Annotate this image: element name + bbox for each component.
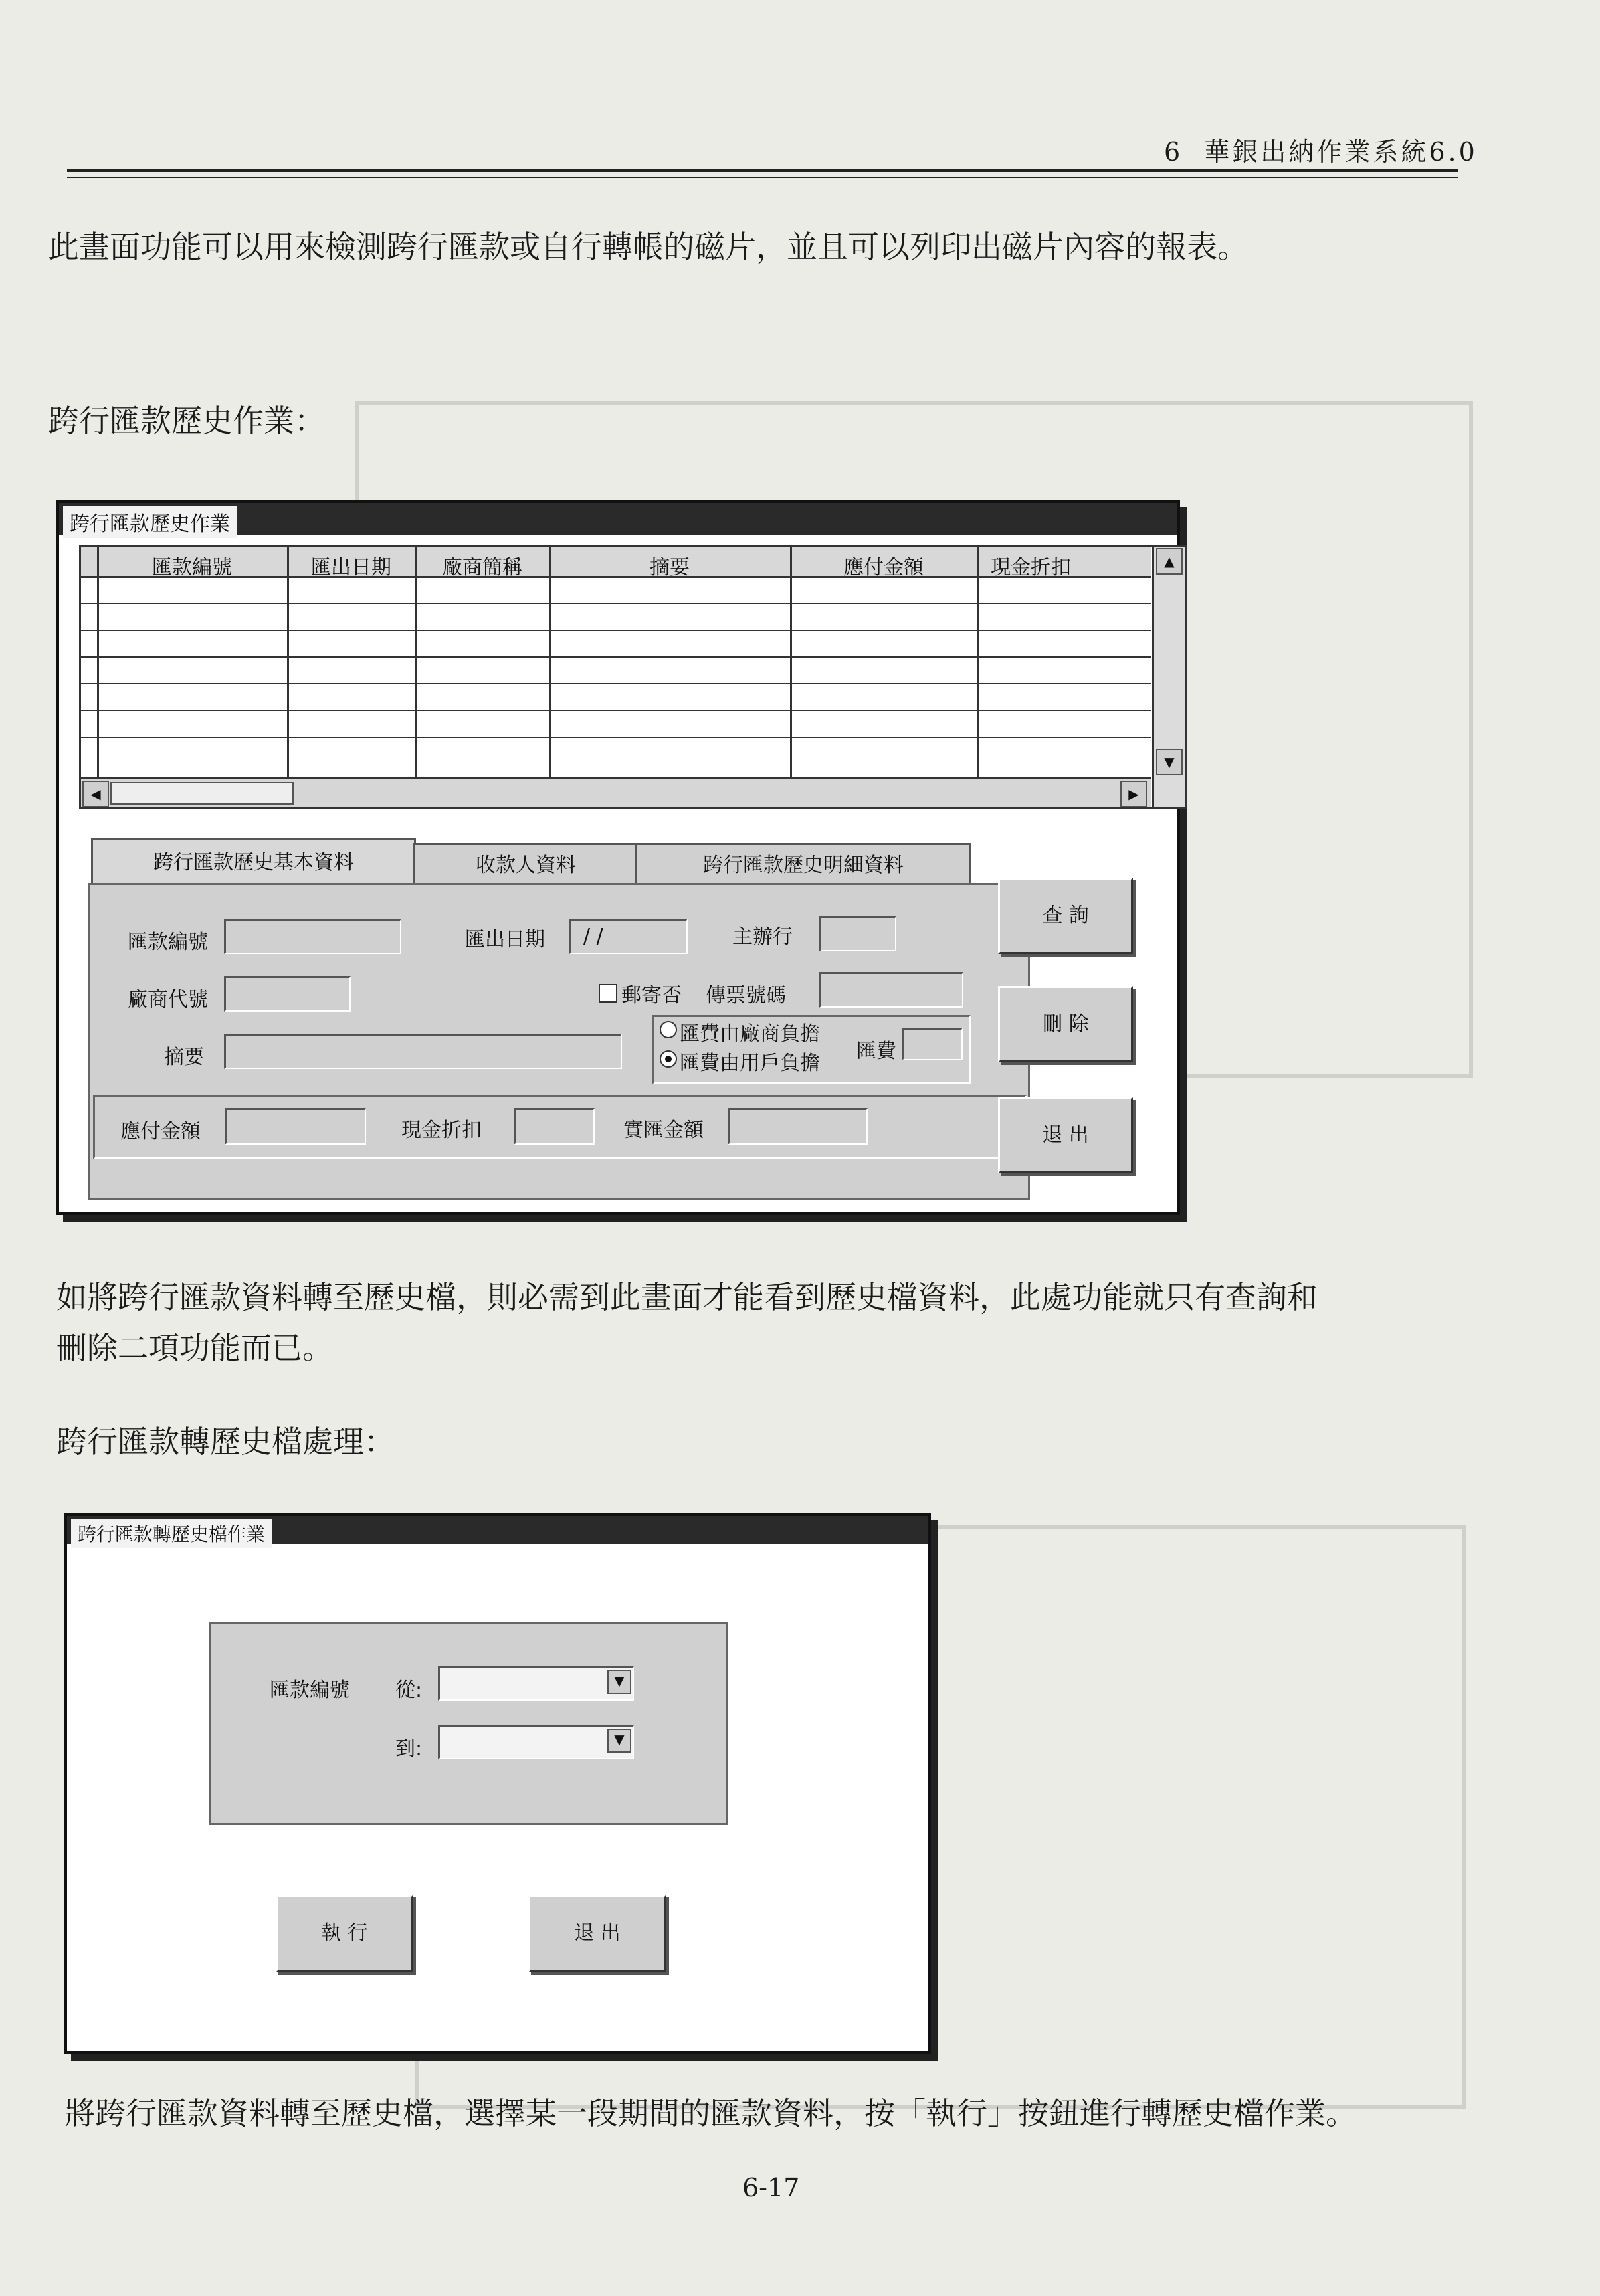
grid-row-line — [81, 737, 1151, 738]
main-bank-field[interactable] — [819, 916, 896, 951]
radio-selected-dot — [665, 1056, 672, 1062]
scroll-right-icon[interactable]: ▶ — [1120, 781, 1147, 807]
col-header-remit-no[interactable]: 匯款編號 — [152, 556, 232, 579]
amount-group — [93, 1095, 1027, 1159]
title-bar — [67, 1516, 928, 1544]
query-button[interactable]: 查 詢 — [998, 878, 1133, 954]
fee-option-group — [652, 1015, 971, 1084]
grid-row-line — [81, 683, 1151, 684]
label-vendor-code: 廠商代號 — [128, 988, 208, 1012]
remit-no-field[interactable] — [224, 919, 401, 954]
chevron-down-icon[interactable]: ▼ — [607, 1729, 631, 1753]
section-heading-history: 跨行匯款歷史作業： — [48, 403, 325, 439]
title-bar — [59, 503, 1177, 535]
actual-field[interactable] — [728, 1108, 868, 1145]
scroll-down-icon[interactable]: ▼ — [1156, 749, 1183, 775]
fax-no-field[interactable] — [819, 972, 963, 1008]
vertical-scrollbar[interactable] — [1152, 547, 1185, 807]
col-header-summary[interactable]: 摘要 — [649, 556, 690, 579]
col-header-discount[interactable]: 現金折扣 — [991, 556, 1071, 579]
label-mail: 郵寄否 — [621, 984, 682, 1008]
label-vendor-pays: 匯費由廠商負擔 — [680, 1022, 820, 1046]
chevron-down-icon[interactable]: ▼ — [607, 1670, 631, 1694]
header-rule-thin — [67, 177, 1458, 178]
summary-field[interactable] — [224, 1034, 622, 1069]
grid-col-line — [549, 547, 551, 806]
exit-button[interactable]: 退 出 — [528, 1895, 666, 1972]
payable-field[interactable] — [225, 1108, 366, 1145]
grid-row-line — [81, 710, 1151, 711]
grid-col-line — [287, 547, 289, 806]
tab-basic-info[interactable]: 跨行匯款歷史基本資料 — [91, 838, 416, 886]
to-combo[interactable] — [438, 1725, 634, 1759]
chapter-number: 6 — [1164, 137, 1183, 167]
vendor-code-field[interactable] — [224, 976, 351, 1012]
tab-payee-info[interactable]: 收款人資料 — [413, 843, 638, 886]
page-header — [1164, 131, 1478, 168]
middle-paragraph-line2: 刪除二項功能而已。 — [56, 1330, 333, 1366]
fee-field[interactable] — [902, 1028, 963, 1060]
label-user-pays: 匯費由用戶負擔 — [680, 1052, 820, 1075]
label-summary: 摘要 — [164, 1046, 204, 1069]
label-cash-discount: 現金折扣 — [401, 1119, 482, 1142]
label-remit-no: 匯款編號 — [128, 931, 208, 954]
scroll-thumb[interactable] — [110, 782, 294, 805]
tab-detail-info[interactable]: 跨行匯款歷史明細資料 — [635, 843, 971, 886]
col-header-vendor[interactable]: 廠商簡稱 — [442, 556, 522, 579]
grid-col-line — [790, 547, 792, 806]
transfer-window — [64, 1513, 931, 2054]
date-value: / / — [583, 925, 603, 948]
label-main-bank: 主辦行 — [732, 925, 793, 949]
label-actual: 實匯金額 — [623, 1119, 704, 1142]
range-panel — [209, 1622, 728, 1825]
header-rule — [67, 169, 1458, 172]
window-title: 跨行匯款歷史作業 — [63, 506, 237, 538]
label-from: 從: — [395, 1679, 423, 1702]
execute-button[interactable]: 執 行 — [276, 1895, 413, 1972]
label-fax-no: 傳票號碼 — [706, 984, 786, 1008]
out-date-field[interactable] — [569, 919, 688, 954]
mail-checkbox[interactable] — [599, 984, 617, 1003]
grid-row-line — [81, 630, 1151, 631]
label-fee: 匯費 — [856, 1040, 896, 1063]
scroll-left-icon[interactable]: ◀ — [82, 781, 109, 807]
window-title: 跨行匯款轉歷史檔作業 — [71, 1519, 272, 1548]
label-to: 到: — [395, 1737, 423, 1761]
scroll-up-icon[interactable]: ▲ — [1156, 548, 1183, 575]
grid-row-line — [81, 603, 1151, 604]
cash-discount-field[interactable] — [514, 1108, 595, 1145]
grid-col-line — [977, 547, 979, 806]
closing-paragraph: 將跨行匯款資料轉至歷史檔，選擇某一段期間的匯款資料，按「執行」按鈕進行轉歷史檔作業。 — [64, 2095, 1357, 2131]
grid-row-line — [81, 656, 1151, 658]
radio-user-pays[interactable] — [660, 1050, 677, 1068]
horizontal-scrollbar[interactable] — [81, 777, 1151, 807]
from-combo[interactable] — [438, 1666, 634, 1701]
label-out-date: 匯出日期 — [465, 928, 545, 951]
col-header-payable[interactable]: 應付金額 — [843, 556, 924, 579]
book-title: 華銀出納作業系統6.0 — [1204, 137, 1478, 167]
section-heading-transfer: 跨行匯款轉歷史檔處理： — [56, 1424, 395, 1460]
page-number: 6-17 — [742, 2173, 800, 2202]
basic-info-panel — [88, 883, 1030, 1200]
middle-paragraph-line1: 如將跨行匯款資料轉至歷史檔，則必需到此畫面才能看到歷史檔資料，此處功能就只有查詢和 — [56, 1279, 1318, 1315]
grid-col-line — [415, 547, 417, 806]
grid-col-line — [97, 547, 99, 806]
history-grid[interactable] — [79, 545, 1187, 809]
col-header-out-date[interactable]: 匯出日期 — [311, 556, 391, 579]
intro-paragraph: 此畫面功能可以用來檢測跨行匯款或自行轉帳的磁片，並且可以列印出磁片內容的報表。 — [48, 229, 1248, 265]
exit-button[interactable]: 退 出 — [998, 1097, 1133, 1173]
label-payable: 應付金額 — [120, 1120, 201, 1143]
history-window — [56, 500, 1180, 1215]
radio-vendor-pays[interactable] — [660, 1021, 677, 1038]
label-remit-no: 匯款編號 — [270, 1679, 350, 1702]
delete-button[interactable]: 刪 除 — [998, 986, 1133, 1062]
